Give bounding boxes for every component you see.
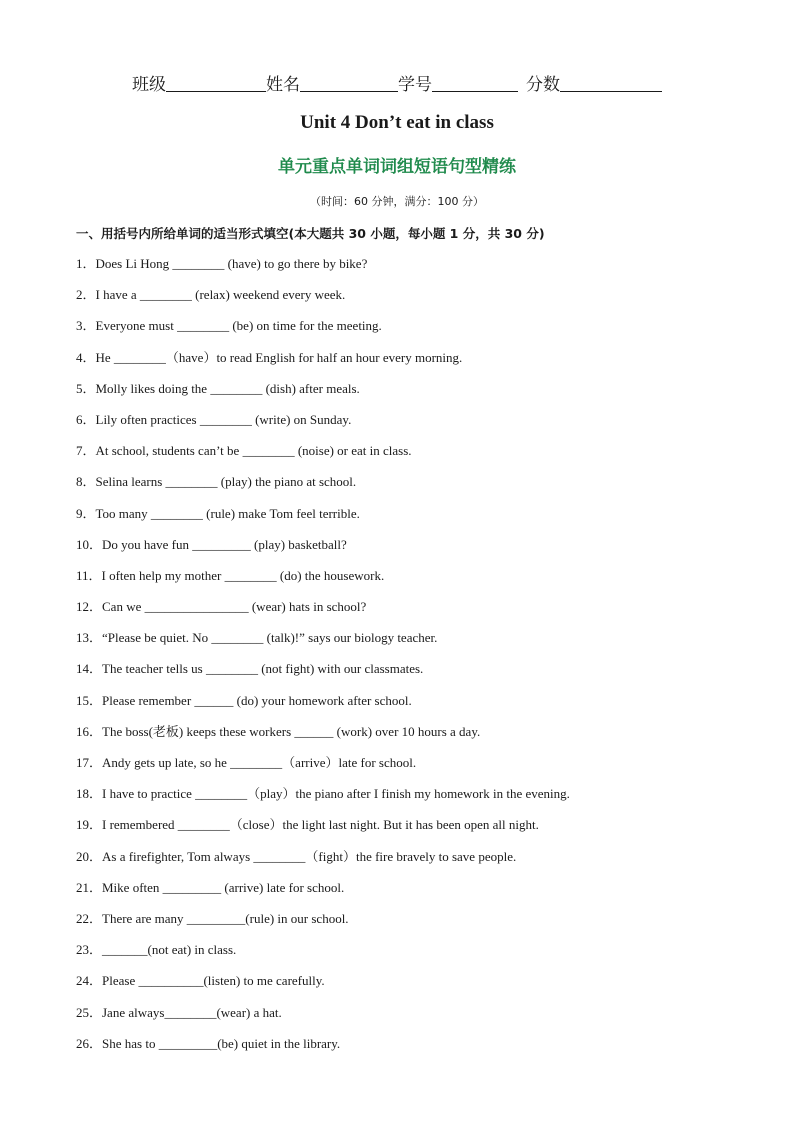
question-item: 17．Andy gets up late, so he ________（arrive）late for school. bbox=[76, 755, 417, 770]
question-item: 6．Lily often practices ________ (write) on Sunday. bbox=[76, 411, 352, 427]
question-item: 4．He ________（have）to read English for half an hour every morning. bbox=[76, 349, 463, 365]
class-label: 班级 bbox=[132, 75, 166, 95]
question-item: 22．There are many _________(rule) in our school. bbox=[76, 910, 349, 926]
question-item: 11．I often help my mother ________ (do) the housework. bbox=[76, 567, 385, 583]
student-id-label: 学号 bbox=[398, 75, 432, 95]
question-item: 23．_______(not eat) in class. bbox=[76, 942, 237, 958]
name-label: 姓名 bbox=[266, 75, 300, 95]
question-item: 9．Too many ________ (rule) make Tom feel terrible. bbox=[76, 505, 360, 521]
question-item: 7．At school, students can’t be ________ (noise) or eat in class. bbox=[76, 443, 412, 459]
score-label: 分数 bbox=[526, 75, 560, 95]
question-item: 8．Selina learns ________ (play) the piano at school. bbox=[76, 474, 357, 490]
question-item: 14．The teacher tells us ________ (not fight) with our classmates. bbox=[76, 661, 424, 677]
question-item: 3．Everyone must ________ (be) on time for the meeting. bbox=[76, 318, 382, 334]
question-item: 20．As a firefighter, Tom always ________（fight）the fire bravely to save people. bbox=[76, 848, 517, 864]
question-item: 16．The boss(老板) keeps these workers ______ (work) over 10 hours a day. bbox=[76, 723, 481, 739]
question-item: 13．“Please be quiet. No ________ (talk)!” says our biology teacher. bbox=[76, 630, 438, 646]
name-blank bbox=[300, 73, 398, 92]
student-id-blank bbox=[432, 73, 518, 92]
question-item: 25．Jane always________(wear) a hat. bbox=[76, 1004, 282, 1020]
question-item: 10．Do you have fun _________ (play) basketball? bbox=[76, 536, 347, 552]
question-item: 15．Please remember ______ (do) your homework after school. bbox=[76, 692, 412, 708]
question-item: 21．Mike often _________ (arrive) late for school. bbox=[76, 879, 345, 895]
question-item: 12．Can we ________________ (wear) hats in school? bbox=[76, 599, 367, 615]
question-item: 5．Molly likes doing the ________ (dish) after meals. bbox=[76, 380, 360, 396]
unit-title: Unit 4 Don’t eat in class bbox=[300, 112, 494, 133]
question-item: 2．I have a ________ (relax) weekend every week. bbox=[76, 287, 346, 303]
student-info-line bbox=[0, 70, 794, 95]
score-blank bbox=[560, 73, 662, 92]
class-blank bbox=[166, 73, 266, 92]
question-item: 1．Does Li Hong ________ (have) to go there by bike? bbox=[76, 256, 368, 271]
worksheet-subtitle: 单元重点单词词组短语句型精练 bbox=[278, 157, 516, 177]
section-heading: 一、用括号内所给单词的适当形式填空(本大题共 30 小题，每小题 1 分，共 30 分) bbox=[76, 226, 545, 241]
question-item: 19．I remembered ________（close）the light last night. But it has been open all night. bbox=[76, 817, 539, 833]
question-item: 18．I have to practice ________（play）the piano after I finish my homework in the evening. bbox=[76, 786, 570, 802]
time-score-note: （时间：60 分钟，满分：100 分） bbox=[310, 195, 484, 208]
question-item: 26．She has to _________(be) quiet in the library. bbox=[76, 1035, 341, 1051]
question-item: 24．Please __________(listen) to me carefully. bbox=[76, 973, 325, 989]
question-list bbox=[76, 255, 736, 1066]
